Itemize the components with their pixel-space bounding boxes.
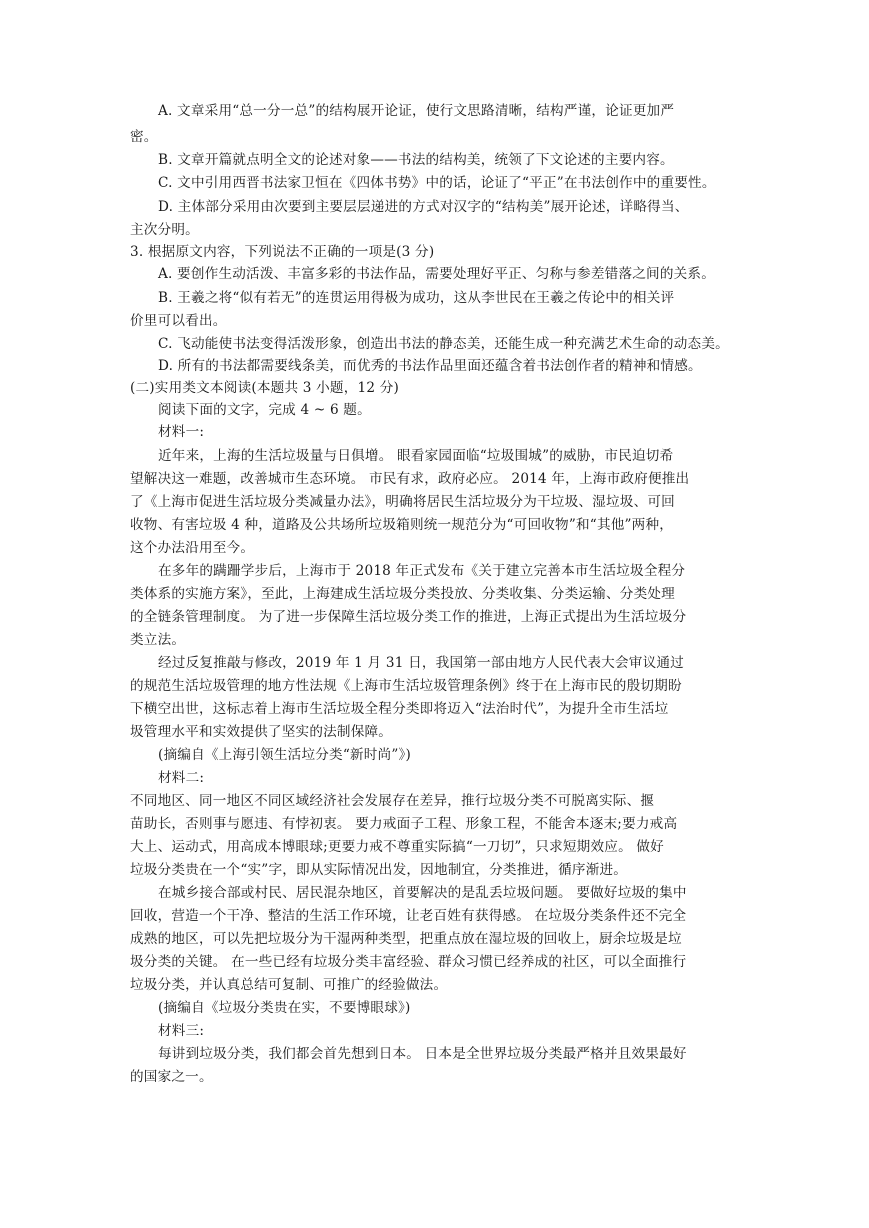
q3-option-c: C. 飞动能使书法变得活泼形象，创造出书法的静态美，还能生成一种充满艺术生命的动态美。 bbox=[158, 336, 729, 352]
material1-p1-line5: 这个办法沿用至今。 bbox=[130, 540, 255, 556]
material2-p1-line4: 垃圾分类贵在一个“实”字，即从实际情况出发，因地制宜，分类推进，循序渐进。 bbox=[130, 862, 628, 878]
material2-p2-line1: 在城乡接合部或村民、居民混杂地区，首要解决的是乱丢垃圾问题。 要做好垃圾的集中 bbox=[158, 885, 687, 901]
q2-option-d-line1: D. 主体部分采用由次要到主要层层递进的方式对汉字的“结构美”展开论述，详略得当、 bbox=[158, 199, 689, 215]
material1-p3-line2: 的规范生活垃圾管理的地方性法规《上海市生活垃圾管理条例》终于在上海市民的殷切期盼 bbox=[130, 678, 682, 694]
q2-option-a-line2: 密。 bbox=[130, 129, 158, 145]
q2-option-d-line2: 主次分明。 bbox=[130, 222, 199, 238]
material1-p1-line4: 收物、有害垃圾 4 种，道路及公共场所垃圾箱则统一规范分为“可回收物”和“其他”两种， bbox=[130, 517, 674, 533]
material2-p2-line5: 垃圾分类，并认真总结可复制、可推广的经验做法。 bbox=[130, 977, 448, 993]
material2-p2-line3: 成熟的地区，可以先把垃圾分为干湿两种类型，把重点放在湿垃圾的回收上，厨余垃圾是垃 bbox=[130, 931, 682, 947]
q2-option-c: C. 文中引用西晋书法家卫恒在《四体书势》中的话，论证了“平正”在书法创作中的重要性。 bbox=[158, 175, 716, 191]
material1-p1-line3: 了《上海市促进生活垃圾分类减量办法》，明确将居民生活垃圾分为干垃圾、湿垃圾、可回 bbox=[130, 494, 675, 510]
material2-p2-line4: 圾分类的关键。 在一些已经有垃圾分类丰富经验、群众习惯已经养成的社区，可以全面推行 bbox=[130, 954, 687, 970]
q3-option-d: D. 所有的书法都需要线条美，而优秀的书法作品里面还蕴含着书法创作者的精神和情感。 bbox=[158, 358, 702, 374]
material2-label: 材料二: bbox=[158, 770, 205, 786]
material2-p2-line2: 回收，营造一个干净、整洁的生活工作环境，让老百姓有获得感。 在垃圾分类条件还不完全 bbox=[130, 908, 687, 924]
material3-p1-line2: 的国家之一。 bbox=[130, 1069, 213, 1085]
material2-source: (摘编自《垃圾分类贵在实，不要博眼球》) bbox=[158, 1000, 411, 1016]
q3-option-a: A. 要创作生动活泼、丰富多彩的书法作品，需要处理好平正、匀称与参差错落之间的关系。 bbox=[158, 266, 716, 282]
section-heading: (二)实用类文本阅读(本题共 3 小题，12 分) bbox=[130, 380, 400, 396]
material2-p1-line3: 大上、运动式，用高成本博眼球;更要力戒不尊重实际搞“一刀切”，只求短期效应。 做好 bbox=[130, 839, 664, 855]
material1-p1-line1: 近年来，上海的生活垃圾量与日俱增。 眼看家园面临“垃圾围城”的威胁，市民迫切希 bbox=[158, 448, 674, 464]
material1-p2-line2: 类体系的实施方案》，至此，上海建成生活垃圾分类投放、分类收集、分类运输、分类处理 bbox=[130, 586, 675, 602]
q2-option-b: B. 文章开篇就点明全文的论述对象——书法的结构美，统领了下文论述的主要内容。 bbox=[158, 152, 674, 168]
q3-stem: 3. 根据原文内容，下列说法不正确的一项是(3 分) bbox=[130, 244, 435, 260]
q3-option-b-line1: B. 王羲之将“似有若无”的连贯运用得极为成功，这从李世民在王羲之传论中的相关评 bbox=[158, 290, 675, 306]
material1-p3-line1: 经过反复推敲与修改，2019 年 1 月 31 日，我国第一部由地方人民代表大会审议通过 bbox=[158, 655, 684, 671]
material1-label: 材料一: bbox=[158, 424, 205, 440]
material2-p1-line1: 不同地区、同一地区不同区域经济社会发展存在差异，推行垃圾分类不可脱离实际、揠 bbox=[130, 793, 655, 809]
material1-p3-line4: 圾管理水平和实效提供了坚实的法制保障。 bbox=[130, 724, 393, 740]
material1-p2-line3: 的全链条管理制度。 为了进一步保障生活垃圾分类工作的推进，上海正式提出为生活垃圾分 bbox=[130, 609, 687, 625]
material1-p3-line3: 下横空出世，这标志着上海市生活垃圾全程分类即将迈入“法治时代”，为提升全市生活垃 bbox=[130, 701, 669, 717]
material1-p2-line4: 类立法。 bbox=[130, 632, 186, 648]
material1-p1-line2: 望解决这一难题，改善城市生态环境。 市民有求，政府必应。 2014 年，上海市政府便推出 bbox=[130, 471, 690, 487]
material1-source: (摘编自《上海引领生活垃分类“新时尚”》) bbox=[158, 747, 411, 763]
material2-p1-line2: 苗助长，否则事与愿违、有悖初衷。 要力戒面子工程、形象工程，不能舍本逐末;要力戒高 bbox=[130, 816, 678, 832]
material3-p1-line1: 每讲到垃圾分类，我们都会首先想到日本。 日本是全世界垃圾分类最严格并且效果最好 bbox=[158, 1046, 687, 1062]
section-instruction: 阅读下面的文字，完成 4 ~ 6 题。 bbox=[158, 402, 371, 418]
q2-option-a-line1: A. 文章采用“总一分一总”的结构展开论证，使行文思路清晰，结构严谨，论证更加严 bbox=[158, 103, 675, 119]
q3-option-b-line2: 价里可以看出。 bbox=[130, 313, 227, 329]
material3-label: 材料三: bbox=[158, 1023, 205, 1039]
material1-p2-line1: 在多年的蹒跚学步后，上海市于 2018 年正式发布《关于建立完善本市生活垃圾全程分 bbox=[158, 563, 686, 579]
